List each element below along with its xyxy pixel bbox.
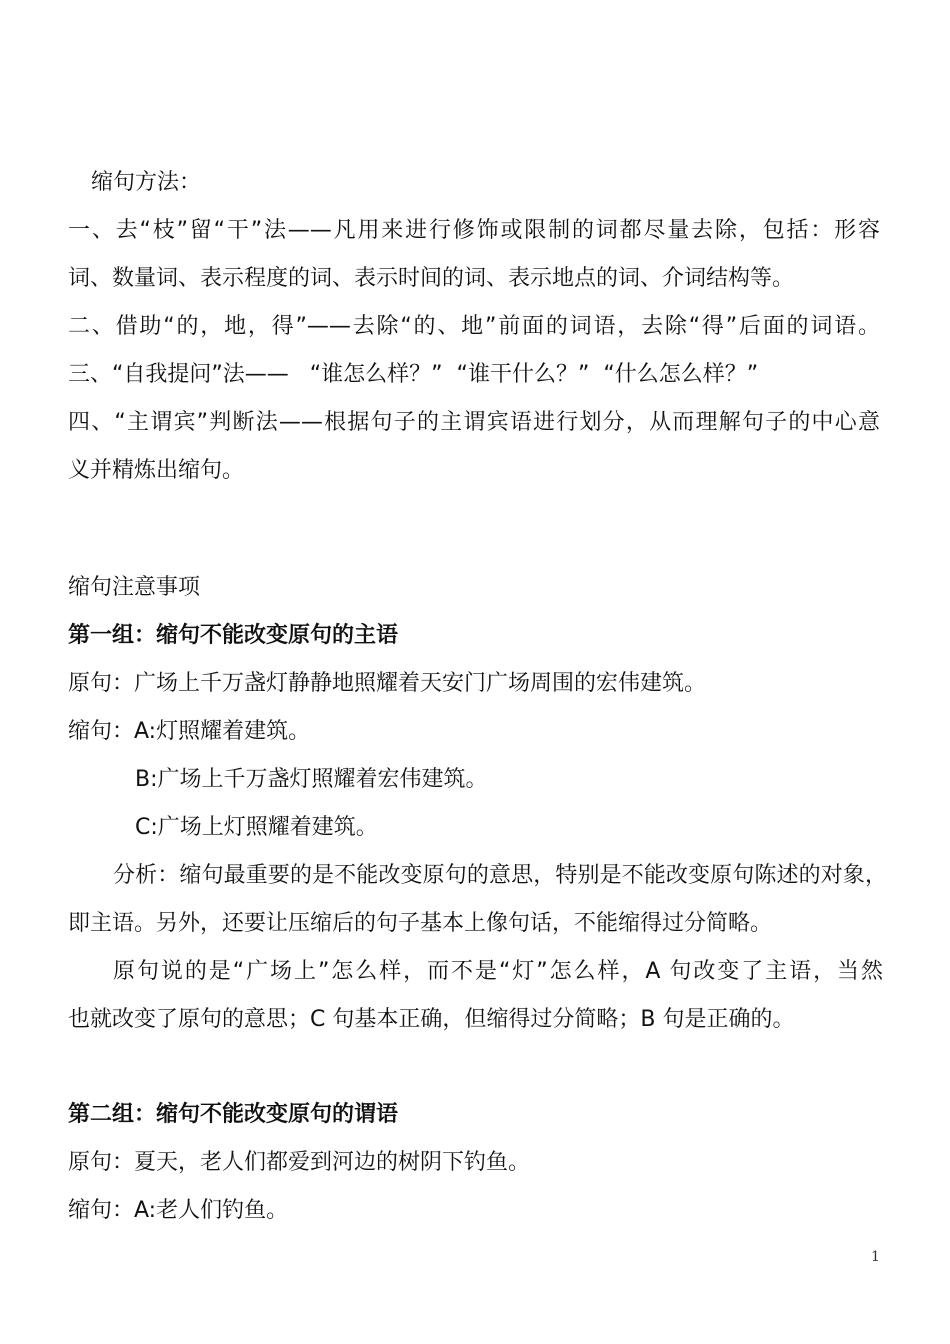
group-2-original-sentence: 原句：夏天，老人们都爱到河边的树阴下钓鱼。 bbox=[68, 1150, 531, 1175]
notes-title: 缩句注意事项 bbox=[68, 575, 201, 600]
method-item-2: 二、借助“的，地，得”——去除“的、地”前面的词语，去除“得”后面的词语。 bbox=[68, 314, 880, 339]
method-item-1-line-2: 词、数量词、表示程度的词、表示时间的词、表示地点的词、介词结构等。 bbox=[68, 266, 795, 291]
method-item-3: 三、“自我提问”法—— “谁怎么样？” “谁干什么？” “什么怎么样？” bbox=[68, 362, 759, 387]
group-1-analysis-line-2: 即主语。另外，还要让压缩后的句子基本上像句话，不能缩得过分简略。 bbox=[68, 911, 773, 936]
group-1-original-sentence: 原句：广场上千万盏灯静静地照耀着天安门广场周围的宏伟建筑。 bbox=[68, 671, 707, 696]
group-1-option-a: 缩句：A:灯照耀着建筑。 bbox=[68, 719, 311, 744]
method-item-4-line-2: 义并精炼出缩句。 bbox=[68, 458, 245, 483]
group-1-analysis-2-line-1: 原句说的是“广场上”怎么样，而不是“灯”怎么样，A 句改变了主语，当然 bbox=[113, 959, 883, 984]
group-1-analysis-2-line-2: 也就改变了原句的意思；C 句基本正确，但缩得过分简略；B 句是正确的。 bbox=[68, 1007, 795, 1032]
group-1-option-c: C:广场上灯照耀着建筑。 bbox=[135, 815, 378, 840]
method-item-1-line-1: 一、去“枝”留“干”法——凡用来进行修饰或限制的词都尽量去除，包括：形容 bbox=[68, 218, 880, 243]
group-1-heading: 第一组：缩句不能改变原句的主语 bbox=[68, 623, 399, 648]
group-2-heading: 第二组：缩句不能改变原句的谓语 bbox=[68, 1102, 399, 1127]
method-title: 缩句方法： bbox=[91, 170, 202, 195]
method-item-4-line-1: 四、“主谓宾”判断法——根据句子的主谓宾语进行划分，从而理解句子的中心意 bbox=[68, 410, 880, 435]
group-1-analysis-line-1: 分析：缩句最重要的是不能改变原句的意思，特别是不能改变原句陈述的对象， bbox=[113, 863, 887, 888]
page-number: 1 bbox=[871, 1249, 880, 1265]
group-2-option-a: 缩句：A:老人们钓鱼。 bbox=[68, 1198, 289, 1223]
group-1-option-b: B:广场上千万盏灯照耀着宏伟建筑。 bbox=[135, 767, 488, 792]
